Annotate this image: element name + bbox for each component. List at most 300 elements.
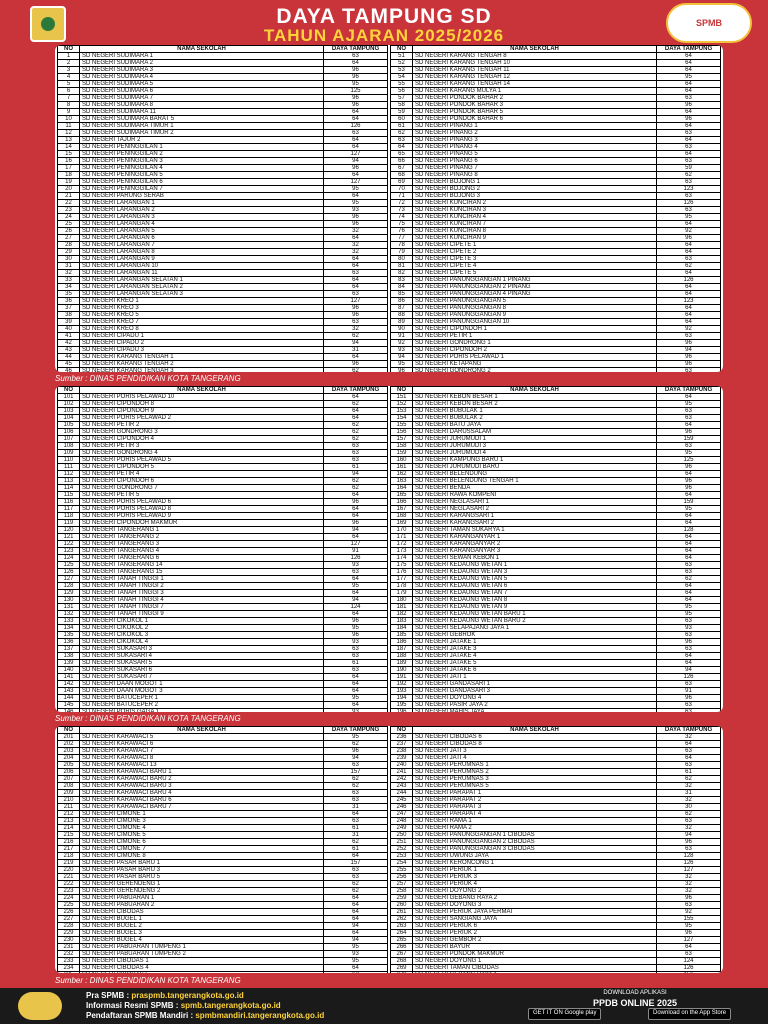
cell-name: SD NEGERI CIPETE 1: [413, 242, 657, 249]
cell-cap: 92: [657, 909, 721, 916]
cell-cap: 63: [657, 415, 721, 422]
cell-name: SD NEGERI SUDIMARA 2: [80, 60, 324, 67]
table-right: [390, 726, 721, 973]
cell-no: 7: [58, 95, 80, 102]
cell-no: 156: [391, 429, 413, 436]
table-row: [58, 741, 388, 748]
table-row: [391, 291, 721, 298]
cell-no: 11: [58, 123, 80, 130]
cell-no: 128: [58, 583, 80, 590]
cell-no: 254: [391, 860, 413, 867]
cell-cap: 64: [657, 492, 721, 499]
cell-name: SD NEGERI PETIR 3: [80, 443, 324, 450]
cell-cap: 62: [657, 776, 721, 783]
table-row: [58, 660, 388, 667]
cell-cap: 91: [324, 548, 388, 555]
cell-cap: 62: [324, 478, 388, 485]
table-row: [391, 436, 721, 443]
cell-cap: 64: [324, 109, 388, 116]
cell-name: SD NEGERI KARAWACI BARU 6: [80, 797, 324, 804]
cell-name: SD NEGERI CIMONE 1: [80, 811, 324, 818]
cell-no: 206: [58, 769, 80, 776]
cell-name: SD NEGERI PORIS PELAWAD 5: [80, 457, 324, 464]
table-row: [391, 408, 721, 415]
cell-name: SD NEGERI DAAN MOGOT 1: [80, 681, 324, 688]
table-row: [391, 158, 721, 165]
cell-no: 16: [58, 158, 80, 165]
cell-no: 37: [58, 305, 80, 312]
cell-name: SD NEGERI TANAH TINGGI 1: [80, 576, 324, 583]
google-play-badge[interactable]: GET IT ON Google play: [528, 1008, 601, 1020]
table-row: [391, 576, 721, 583]
cell-no: 124: [58, 555, 80, 562]
cell-cap: 63: [324, 457, 388, 464]
cell-cap: 64: [324, 116, 388, 123]
cell-no: 175: [391, 562, 413, 569]
cell-cap: 64: [657, 471, 721, 478]
table-row: [391, 60, 721, 67]
cell-name: SD NEGERI SUDIMARA 7: [80, 95, 324, 102]
cell-name: SD NEGERI PANUNGGANGAN 5: [413, 298, 657, 305]
cell-no: 269: [391, 965, 413, 972]
cell-cap: 126: [657, 674, 721, 681]
cell-no: 171: [391, 534, 413, 541]
cell-cap: 63: [324, 319, 388, 326]
cell-name: SD NEGERI NEGLASARI 2: [413, 506, 657, 513]
cell-cap: 94: [324, 597, 388, 604]
cell-cap: 64: [324, 144, 388, 151]
cell-no: 64: [391, 144, 413, 151]
cell-no: 246: [391, 804, 413, 811]
cell-name: SD NEGERI BATU JAYA: [413, 422, 657, 429]
capacity-table: [57, 45, 388, 372]
cell-cap: 96: [657, 340, 721, 347]
cell-cap: 63: [657, 632, 721, 639]
table-row: [391, 653, 721, 660]
cell-no: 112: [58, 471, 80, 478]
info-link[interactable]: spmb.tangerangkota.go.id: [180, 1001, 281, 1010]
cell-name: SD NEGERI SUDIMARA BARAT 5: [80, 116, 324, 123]
cell-no: 161: [391, 464, 413, 471]
table-row: [391, 618, 721, 625]
cell-cap: 63: [324, 797, 388, 804]
cell-name: SD NEGERI BUGEL 4: [80, 937, 324, 944]
cell-name: SD NEGERI SUDIMARA 8: [80, 102, 324, 109]
cell-name: SD NEGERI JATAKE 1: [413, 639, 657, 646]
cell-no: 18: [58, 172, 80, 179]
cell-no: 27: [58, 235, 80, 242]
cell-cap: 64: [657, 151, 721, 158]
cell-name: SD NEGERI GANDASARI 3: [413, 688, 657, 695]
cell-name: SD NEGERI BOJONG 3: [413, 193, 657, 200]
cell-no: 80: [391, 256, 413, 263]
cell-cap: 64: [324, 611, 388, 618]
cell-cap: 62: [324, 776, 388, 783]
cell-cap: 96: [324, 221, 388, 228]
cell-no: 264: [391, 930, 413, 937]
cell-cap: 32: [324, 249, 388, 256]
cell-cap: 63: [657, 818, 721, 825]
table-row: [391, 769, 721, 776]
table-row: [391, 443, 721, 450]
cell-cap: 31: [324, 832, 388, 839]
cell-no: 4: [58, 74, 80, 81]
table-row: [391, 916, 721, 923]
info-label: Informasi Resmi SPMB :: [86, 1001, 181, 1010]
cell-name: SD NEGERI UWUNG JAYA: [413, 853, 657, 860]
cell-name: SD NEGERI CIPADU 2: [80, 340, 324, 347]
column-header-no: NO: [58, 46, 80, 53]
table-panel-3: [55, 726, 723, 973]
cell-no: 172: [391, 541, 413, 548]
cell-no: 243: [391, 783, 413, 790]
cell-name: SD NEGERI PINANG 2: [413, 130, 657, 137]
table-left: [57, 386, 388, 712]
cell-name: SD NEGERI GERENDENG 1: [80, 881, 324, 888]
cell-no: 211: [58, 804, 80, 811]
cell-cap: 64: [657, 555, 721, 562]
cell-cap: 63: [657, 408, 721, 415]
table-row: [391, 214, 721, 221]
cell-name: SD NEGERI LARANGAN 5: [80, 228, 324, 235]
table-row: [391, 853, 721, 860]
ppdb-label: PPDB ONLINE 2025: [592, 998, 678, 1008]
table-row: [58, 284, 388, 291]
cell-cap: 96: [657, 361, 721, 368]
table-row: [58, 874, 388, 881]
cell-name: SD NEGERI KARANGSARI 1: [413, 513, 657, 520]
table-row: [391, 151, 721, 158]
cell-no: 8: [58, 102, 80, 109]
cell-cap: 63: [324, 653, 388, 660]
cell-cap: 32: [657, 783, 721, 790]
cell-name: SD NEGERI KARAWACI 13: [80, 762, 324, 769]
cell-no: 237: [391, 741, 413, 748]
cell-no: 187: [391, 646, 413, 653]
cell-no: 109: [58, 450, 80, 457]
cell-cap: 63: [657, 368, 721, 373]
cell-cap: 124: [324, 604, 388, 611]
cell-no: 185: [391, 632, 413, 639]
cell-name: SD NEGERI PETIR 2: [80, 422, 324, 429]
table-row: [58, 102, 388, 109]
cell-cap: 62: [657, 172, 721, 179]
column-header-name: NAMA SEKOLAH: [80, 727, 324, 734]
cell-name: SD NEGERI GONDRONG 3: [80, 429, 324, 436]
cell-cap: 32: [324, 228, 388, 235]
cell-cap: 64: [324, 811, 388, 818]
cell-name: SD NEGERI JATAKE 3: [413, 646, 657, 653]
table-row: [391, 429, 721, 436]
cell-no: 107: [58, 436, 80, 443]
cell-no: 102: [58, 401, 80, 408]
cell-name: SD NEGERI KEDAUNG WETAN 1: [413, 562, 657, 569]
cell-no: 66: [391, 158, 413, 165]
cell-cap: 64: [324, 576, 388, 583]
table-row: [391, 368, 721, 373]
cell-name: SD NEGERI SUKASARI 3: [80, 646, 324, 653]
cell-name: SD NEGERI KARAWACI 5: [80, 734, 324, 741]
cell-cap: 94: [324, 937, 388, 944]
app-store-badge[interactable]: Download on the App Store: [648, 1008, 731, 1020]
cell-no: 25: [58, 221, 80, 228]
cell-no: 213: [58, 818, 80, 825]
cell-cap: 63: [324, 130, 388, 137]
cell-cap: 157: [324, 769, 388, 776]
table-row: [391, 839, 721, 846]
capacity-table: [57, 726, 388, 973]
table-row: [391, 555, 721, 562]
table-row: [58, 263, 388, 270]
table-row: [58, 354, 388, 361]
table-row: [391, 228, 721, 235]
cell-cap: 126: [657, 860, 721, 867]
cell-no: 122: [58, 541, 80, 548]
table-row: [391, 923, 721, 930]
cell-no: 126: [58, 569, 80, 576]
table-row: [58, 394, 388, 401]
table-row: [391, 930, 721, 937]
cell-no: 38: [58, 312, 80, 319]
cell-cap: 64: [657, 520, 721, 527]
cell-no: 169: [391, 520, 413, 527]
table-row: [391, 270, 721, 277]
table-row: [391, 471, 721, 478]
table-row: [58, 506, 388, 513]
cell-cap: 64: [657, 109, 721, 116]
table-row: [58, 137, 388, 144]
column-header-name: NAMA SEKOLAH: [80, 46, 324, 53]
table-row: [58, 88, 388, 95]
cell-no: 153: [391, 408, 413, 415]
cell-cap: 64: [324, 235, 388, 242]
cell-name: SD NEGERI BUGEL 2: [80, 923, 324, 930]
cell-cap: 124: [657, 958, 721, 965]
cell-name: SD NEGERI GEMBOR 2: [413, 937, 657, 944]
table-row: [58, 319, 388, 326]
table-row: [391, 123, 721, 130]
cell-cap: 96: [324, 520, 388, 527]
cell-no: 157: [391, 436, 413, 443]
cell-cap: 96: [657, 895, 721, 902]
cell-name: SD NEGERI KEDAUNG WETAN 8: [413, 597, 657, 604]
cell-no: 82: [391, 270, 413, 277]
footer: [0, 988, 768, 1024]
cell-cap: 62: [324, 401, 388, 408]
cell-cap: 32: [657, 881, 721, 888]
cell-cap: 96: [657, 464, 721, 471]
table-row: [391, 958, 721, 965]
table-row: [391, 597, 721, 604]
cell-name: SD NEGERI BAYUR: [413, 944, 657, 951]
cell-cap: 31: [324, 804, 388, 811]
table-row: [391, 804, 721, 811]
cell-cap: 64: [324, 492, 388, 499]
cell-cap: 95: [324, 695, 388, 702]
cell-no: 118: [58, 513, 80, 520]
cell-name: SD NEGERI SUDIMARA 5: [80, 81, 324, 88]
cell-no: 180: [391, 597, 413, 604]
cell-name: SD NEGERI DARUSSALAM: [413, 429, 657, 436]
table-row: [58, 818, 388, 825]
cell-cap: 61: [324, 660, 388, 667]
table-row: [391, 625, 721, 632]
cell-name: SD NEGERI PANUNGGANGAN 10: [413, 319, 657, 326]
cell-no: 84: [391, 284, 413, 291]
cell-no: 39: [58, 319, 80, 326]
cell-name: SD NEGERI CIPETE 4: [413, 263, 657, 270]
cell-cap: 63: [324, 291, 388, 298]
cell-name: SD NEGERI KARANG TENGAH 2: [80, 361, 324, 368]
cell-no: 159: [391, 450, 413, 457]
table-row: [58, 625, 388, 632]
cell-name: SD NEGERI PASAR BARU 1: [80, 860, 324, 867]
cell-cap: 62: [657, 576, 721, 583]
cell-name: SD NEGERI KARAWACI BARU 2: [80, 776, 324, 783]
cell-name: SD NEGERI BATUCEPER 2: [80, 702, 324, 709]
cell-no: 127: [58, 576, 80, 583]
cell-name: SD NEGERI KEDAUNG WETAN 3: [413, 569, 657, 576]
table-row: [391, 688, 721, 695]
column-header-no: NO: [391, 387, 413, 394]
cell-cap: 96: [324, 95, 388, 102]
cell-no: 166: [391, 499, 413, 506]
cell-no: 158: [391, 443, 413, 450]
mandiri-link[interactable]: spmbmandiri.tangerangkota.go.id: [195, 1011, 325, 1020]
table-row: [391, 67, 721, 74]
cell-no: 266: [391, 944, 413, 951]
cell-name: SD NEGERI KUNCIRAN 9: [413, 235, 657, 242]
cell-cap: 64: [657, 422, 721, 429]
cell-cap: 61: [324, 825, 388, 832]
cell-name: SD NEGERI PANUNGGANGAN 1 CIBODAS: [413, 832, 657, 839]
cell-no: 209: [58, 790, 80, 797]
cell-cap: 95: [324, 200, 388, 207]
cell-name: SD NEGERI KARAWACI 7: [80, 748, 324, 755]
cell-name: SD NEGERI KEBON BESAR 2: [413, 401, 657, 408]
cell-name: SD NEGERI PERIUK JAYA PERMAI: [413, 909, 657, 916]
table-row: [58, 569, 388, 576]
cell-no: 88: [391, 312, 413, 319]
cell-cap: 64: [324, 688, 388, 695]
capacity-table: [390, 726, 721, 973]
cell-cap: 63: [324, 450, 388, 457]
table-row: [58, 130, 388, 137]
cell-cap: 64: [657, 394, 721, 401]
table-row: [58, 790, 388, 797]
cell-cap: 125: [324, 88, 388, 95]
cell-no: 181: [391, 604, 413, 611]
page-subtitle: TAHUN AJARAN 2025/2026: [263, 26, 505, 45]
table-row: [58, 326, 388, 333]
cell-name: SD NEGERI KARANG TENGAH 11: [413, 67, 657, 74]
cell-no: 225: [58, 902, 80, 909]
cell-no: 203: [58, 748, 80, 755]
cell-name: SD NEGERI BELENDUNG TENGAH 1: [413, 478, 657, 485]
cell-name: SD NEGERI RAMA 1: [413, 818, 657, 825]
cell-name: SD NEGERI PERIUK 3: [413, 874, 657, 881]
cell-cap: 95: [324, 944, 388, 951]
table-row: [58, 513, 388, 520]
table-row: [391, 193, 721, 200]
cell-name: SD NEGERI JURUMUDI 4: [413, 450, 657, 457]
cell-cap: 62: [324, 741, 388, 748]
cell-no: 12: [58, 130, 80, 137]
cell-name: SD NEGERI GERENDENG 2: [80, 888, 324, 895]
cell-name: SD NEGERI CIPETE 5: [413, 270, 657, 277]
cell-cap: 64: [324, 277, 388, 284]
cell-name: SD NEGERI KARANG TENGAH 10: [413, 60, 657, 67]
table-row: [391, 277, 721, 284]
cell-no: 217: [58, 846, 80, 853]
cell-no: 93: [391, 347, 413, 354]
table-row: [391, 709, 721, 713]
cell-name: SD NEGERI JATI 1: [413, 674, 657, 681]
cell-name: SD NEGERI LARANGAN 1: [80, 200, 324, 207]
cell-name: SD NEGERI KEDAUNG WETAN BARU 1: [413, 611, 657, 618]
cell-name: SD NEGERI BUBULAK 2: [413, 415, 657, 422]
cell-cap: 93: [324, 207, 388, 214]
table-row: [58, 123, 388, 130]
table-row: [391, 944, 721, 951]
cell-no: 238: [391, 748, 413, 755]
cell-cap: [657, 972, 721, 974]
cell-cap: 64: [657, 305, 721, 312]
table-header-row: [58, 46, 388, 53]
cell-no: 193: [391, 688, 413, 695]
table-row: [58, 709, 388, 713]
cell-name: SD NEGERI SUDIMARA 11: [80, 109, 324, 116]
cell-cap: 96: [324, 361, 388, 368]
table-row: [58, 74, 388, 81]
cell-cap: 95: [657, 450, 721, 457]
pra-link[interactable]: praspmb.tangerangkota.go.id: [131, 991, 244, 1000]
table-row: [391, 748, 721, 755]
cell-name: SD NEGERI TANGERANG 3: [80, 541, 324, 548]
table-row: [58, 755, 388, 762]
cell-no: 21: [58, 193, 80, 200]
cell-cap: 96: [657, 116, 721, 123]
cell-no: 143: [58, 688, 80, 695]
cell-name: SD NEGERI JATAKE 4: [413, 653, 657, 660]
cell-no: 58: [391, 102, 413, 109]
cell-name: SD NEGERI SUDIMARA TIMUR 2: [80, 130, 324, 137]
cell-name: SD NEGERI PANUNGGANGAN 8: [413, 305, 657, 312]
cell-name: SD NEGERI KEDAUNG WETAN 5: [413, 576, 657, 583]
cell-name: SD NEGERI KARAWACI 6: [80, 741, 324, 748]
cell-no: 103: [58, 408, 80, 415]
table-row: [58, 916, 388, 923]
cell-cap: 63: [657, 193, 721, 200]
table-row: [58, 576, 388, 583]
cell-cap: 63: [657, 618, 721, 625]
cell-cap: 127: [657, 867, 721, 874]
cell-cap: 128: [657, 527, 721, 534]
cell-name: SD NEGERI BATUCEPER 1: [80, 695, 324, 702]
table-row: [391, 548, 721, 555]
cell-no: 228: [58, 923, 80, 930]
cell-cap: 94: [324, 158, 388, 165]
cell-cap: 96: [324, 214, 388, 221]
cell-name: SD NEGERI PETIR 1: [413, 333, 657, 340]
cell-cap: 64: [324, 513, 388, 520]
table-row: [58, 415, 388, 422]
cell-no: 262: [391, 916, 413, 923]
cell-name: SD NEGERI PABUARAN 1: [80, 895, 324, 902]
cell-no: 184: [391, 625, 413, 632]
table-row: [391, 520, 721, 527]
source-note: Sumber : DINAS PENDIDIKAN KOTA TANGERANG: [55, 714, 241, 723]
